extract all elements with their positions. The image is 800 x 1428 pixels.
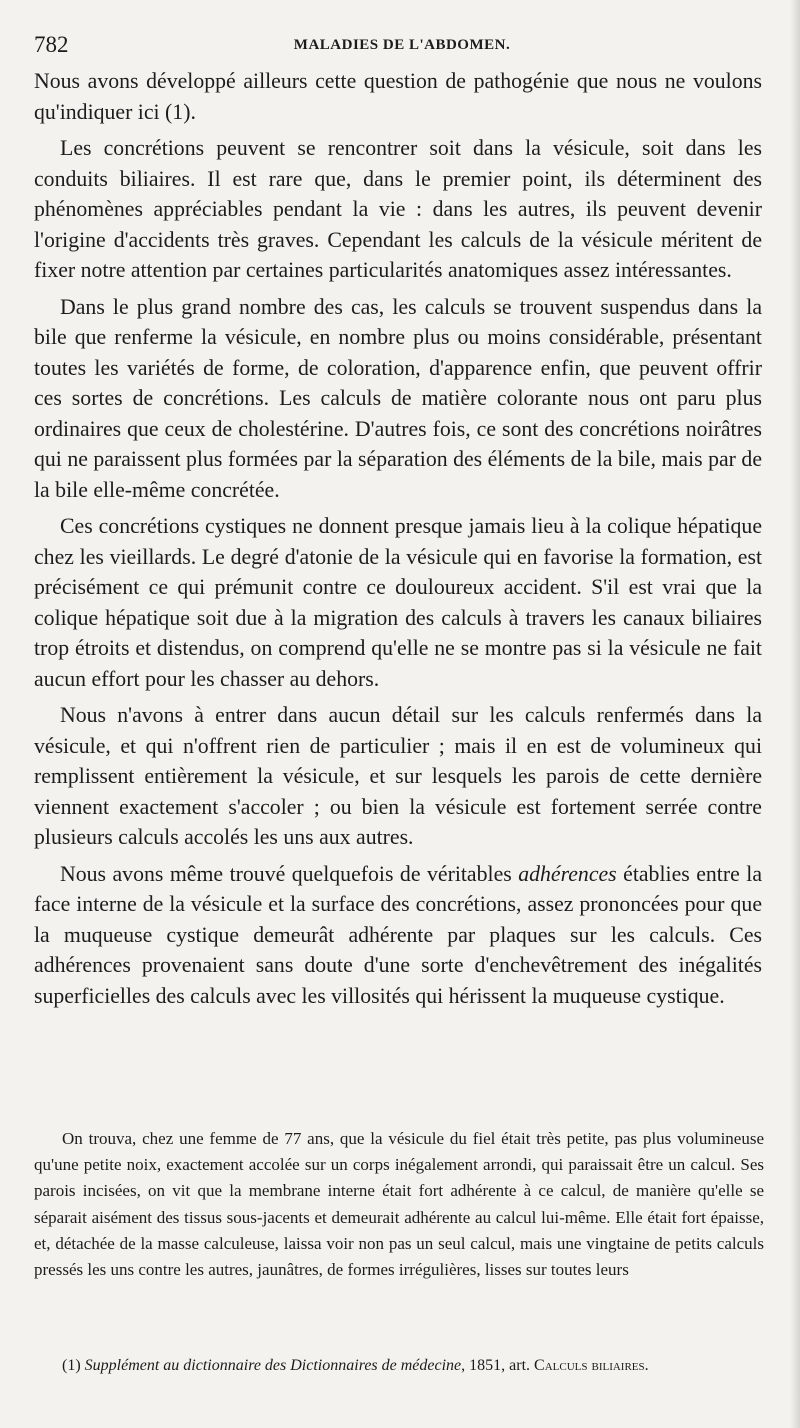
footnote-marker: (1) [62,1357,85,1374]
paragraph-6-end: établies entre la face interne de la vésicule et la surface des concrétions, assez prononcées pour que la muqueuse cystique demeurât adhérente par plaques sur les calculs. Ces adhérences provenaient sans doute d'une sorte d'enchevêtrement des inégalités superficielles des calculs avec les villosités qui hérissent la muqueuse cystique. [34,861,762,1008]
page-number: 782 [34,32,69,57]
paragraph-2: Les concrétions peuvent se rencontrer soit dans la vésicule, soit dans les conduits biliaires. Il est rare que, dans le premier point, ils déterminent des phénomènes appréciables pendant la vie : dans les autres, ils peuvent devenir l'origine d'accidents très graves. Cependant les calculs de la vésicule méritent de fixer notre attention par certaines particularités anatomiques assez intéressantes. [34,136,762,282]
footnote-details: , 1851, art. [461,1357,535,1374]
running-title: MALADIES DE L'ABDOMEN. [293,37,511,53]
paragraph-4: Ces concrétions cystiques ne donnent presque jamais lieu à la colique hépatique chez les vieillards. Le degré d'atonie de la vésicule qui en favorise la formation, est précisément ce qui prémunit contre ce douloureux accident. S'il est vrai que la colique hépatique soit due à la migration des calculs à travers les canaux biliaires trop étroits et distendus, on comprend qu'elle ne se montre pas si la vésicule ne fait aucun effort pour les chasser au dehors. [34,514,762,691]
paragraph-6-start: Nous avons même trouvé quelquefois de véritables [60,861,519,886]
italic-term-adherences: adhérences [518,861,617,886]
paragraph-3: Dans le plus grand nombre des cas, les calculs se trouvent suspendus dans la bile que renferme la vésicule, en nombre plus ou moins considérable, présentant toutes les variétés de forme, de coloration, d'apparence enfin, que peuvent offrir ces sortes de concrétions. Les calculs de matière colorante nous ont paru plus ordinaires que ceux de cholestérine. D'autres fois, ce sont des concrétions noirâtres qui ne paraissent plus formées par la séparation des éléments de la bile, mais par de la bile elle-même concrétée. [34,294,762,502]
paragraph-5: Nous n'avons à entrer dans aucun détail sur les calculs renfermés dans la vésicule, et qui n'offrent rien de particulier ; mais il en est de volumineux qui remplissent entièrement la vésicule, et sur lesquels les parois de cette dernière viennent exactement s'accoler ; ou bien la vésicule est fortement serrée contre plusieurs calculs accolés les uns aux autres. [34,703,762,849]
paragraph-1: Nous avons développé ailleurs cette question de pathogénie que nous ne voulons qu'indiquer ici (1). [34,69,762,124]
main-text [34,66,762,1011]
observation-note: On trouva, chez une femme de 77 ans, que la vésicule du fiel était très petite, pas plus volumineuse qu'une petite noix, exactement accolée sur un corps inégalement arrondi, qui paraissait être un calcul. Ses parois incisées, on vit que la membrane interne était fort adhérente à ce calcul, de manière qu'elle se séparait aisément des tissus sous-jacents et demeurait adhérente au calcul lui-même. Elle était fort épaisse, et, détachée de la masse calculeuse, laissa voir non pas un seul calcul, mais une vingtaine de petits calculs pressés les uns contre les autres, jaunâtres, de formes irrégulières, lisses sur toutes leurs [34,1129,764,1280]
footnote-reference-title: Supplément au dictionnaire des Dictionnaires de médecine [84,1357,462,1374]
footnote [34,1354,764,1378]
page-header [34,30,770,60]
page-edge-shadow [790,0,800,1428]
footnote-article: Calculs biliaires. [534,1357,649,1374]
paragraph-6 [34,859,762,1012]
